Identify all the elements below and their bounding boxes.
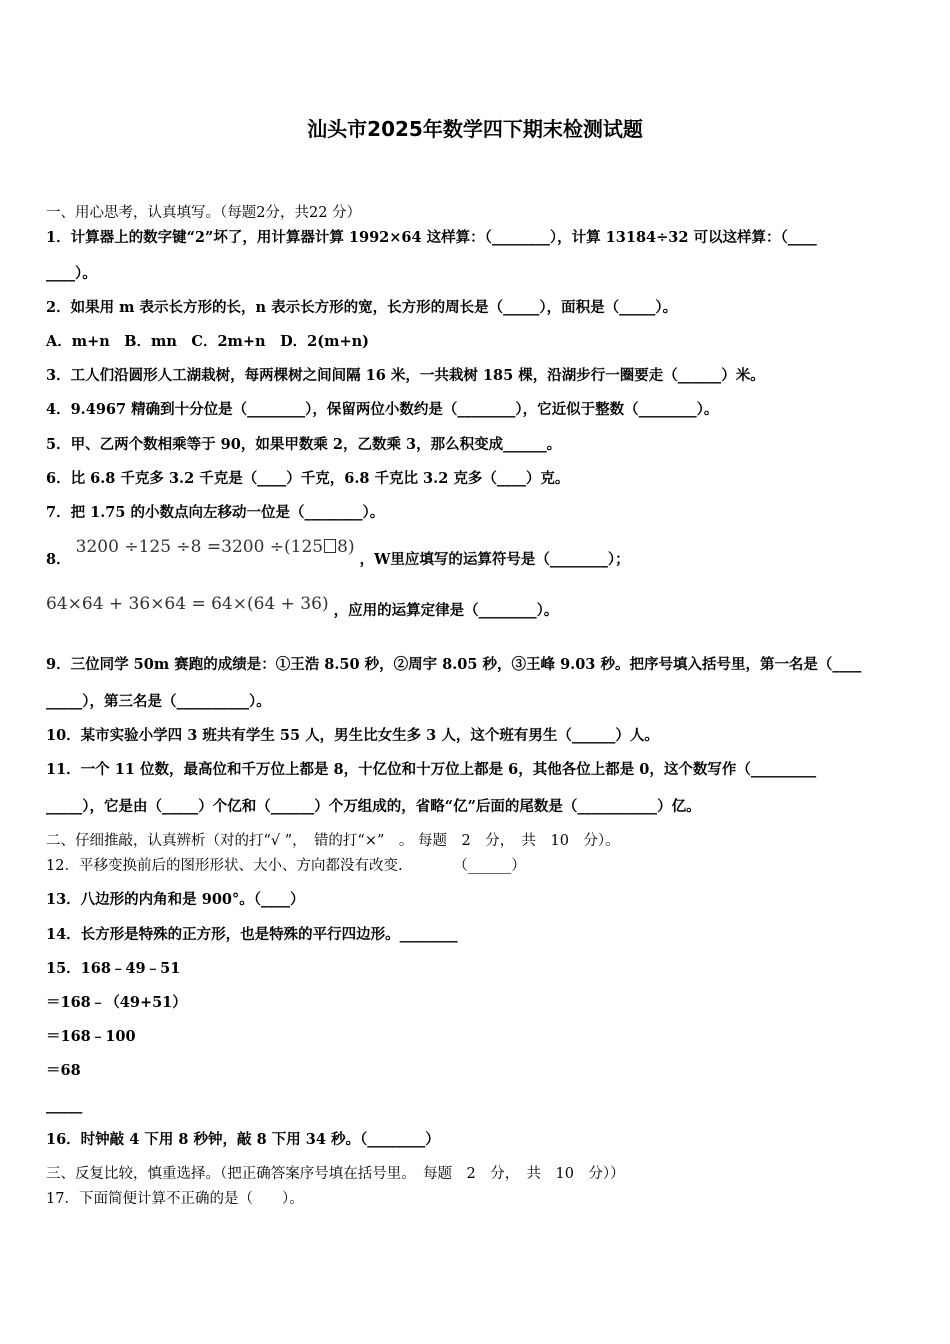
q15-answer-blank: _____ [46,1097,83,1114]
q14-text: 14．长方形是特殊的正方形，也是特殊的平行四边形。________ [46,926,458,943]
q15-line4: ＝68 [46,1062,81,1079]
section2-header: 二、仔细推敲，认真辨析（对的打“√ ”， 错的打“×” 。 每题 2 分， 共 10 分）。 [46,833,620,849]
q15-line1: 15．168﹣49﹣51 [46,960,181,977]
q2-options: A．m+n B．mn C．2m+n D．2(m+n) [46,333,370,350]
page-title: 汕头市2025年数学四下期末检测试题 [307,117,643,141]
q15-line2: ＝168﹣（49+51） [46,994,187,1011]
q10-text: 10．某市实验小学四 3 班共有学生 55 人，男生比女生多 3 人，这个班有男生（______）人。 [46,727,659,744]
q11-line2: _____），它是由（_____）个亿和（______）个万组成的，省略“亿”后面的尾数是（___________）亿。 [46,798,701,815]
q8-expr1-right: 8) [337,537,355,557]
q8-number: 8． [46,551,71,568]
q16-text: 16．时钟敲 4 下用 8 秒钟，敲 8 下用 34 秒。（________） [46,1131,440,1148]
q11-line1: 11．一个 11 位数，最高位和千万位上都是 8，十亿位和十万位上都是 6，其他各位上都是 0，这个数写作（_________ [46,761,817,778]
q13-text: 13．八边形的内角和是 900°。（____） [46,891,305,908]
section3-header: 三、反复比较，慎重选择。（把正确答案序号填在括号里。 每题 2 分， 共 10 分）） [46,1166,625,1182]
q3-text: 3．工人们沿圆形人工湖栽树，每两棵树之间间隔 16 米，一共栽树 185 棵，沿湖步行一圈要走（______）米。 [46,367,765,384]
q1-line2: ____）。 [46,265,97,282]
q1-line1: 1．计算器上的数字键“2”坏了，用计算器计算 1992×64 这样算：（________），计算 13184÷32 可以这样算：（____ [46,229,817,246]
q6-text: 6．比 6.8 千克多 3.2 千克是（____）千克，6.8 千克比 3.2 克多（____）克。 [46,470,570,487]
q7-text: 7．把 1.75 的小数点向左移动一位是（________）。 [46,504,385,521]
q8-expression-1 [76,537,355,557]
q9-line1: 9．三位同学 50m 赛跑的成绩是：①王浩 8.50 秒，②周宇 8.05 秒，③王峰 9.03 秒。把序号填入括号里，第一名是（____ [46,656,862,673]
q8-expr1-left: 3200 ÷125 ÷8 =3200 ÷(125 [75,537,324,557]
q8-expression-2: 64×64 + 36×64 = 64×(64 + 36) [46,594,329,614]
q9-line2: _____），第三名是（__________）。 [46,693,271,710]
q8-blank-box [324,539,336,553]
q5-text: 5．甲、乙两个数相乘等于 90，如果甲数乘 2，乙数乘 3，那么积变成______。 [46,436,562,453]
q8-line1 [46,537,630,570]
q4-text: 4．9.4967 精确到十分位是（________），保留两位小数约是（________），它近似于整数（________）。 [46,401,719,418]
q12-text: 12．平移变换前后的图形形状、大小、方向都没有改变. （______） [46,858,526,874]
q17-text: 17．下面简便计算不正确的是（ ）。 [46,1191,304,1207]
q8-line2 [46,594,559,621]
q8-text1: ，W里应填写的运算符号是（________）； [359,551,630,568]
q15-line3: ＝168﹣100 [46,1028,136,1045]
q8-text2: ，应用的运算定律是（________）。 [333,602,559,619]
q2-text: 2．如果用 m 表示长方形的长，n 表示长方形的宽，长方形的周长是（_____），面积是（_____）。 [46,299,678,316]
section1-header: 一、用心思考，认真填写。（每题2分，共22 分） [46,205,362,221]
